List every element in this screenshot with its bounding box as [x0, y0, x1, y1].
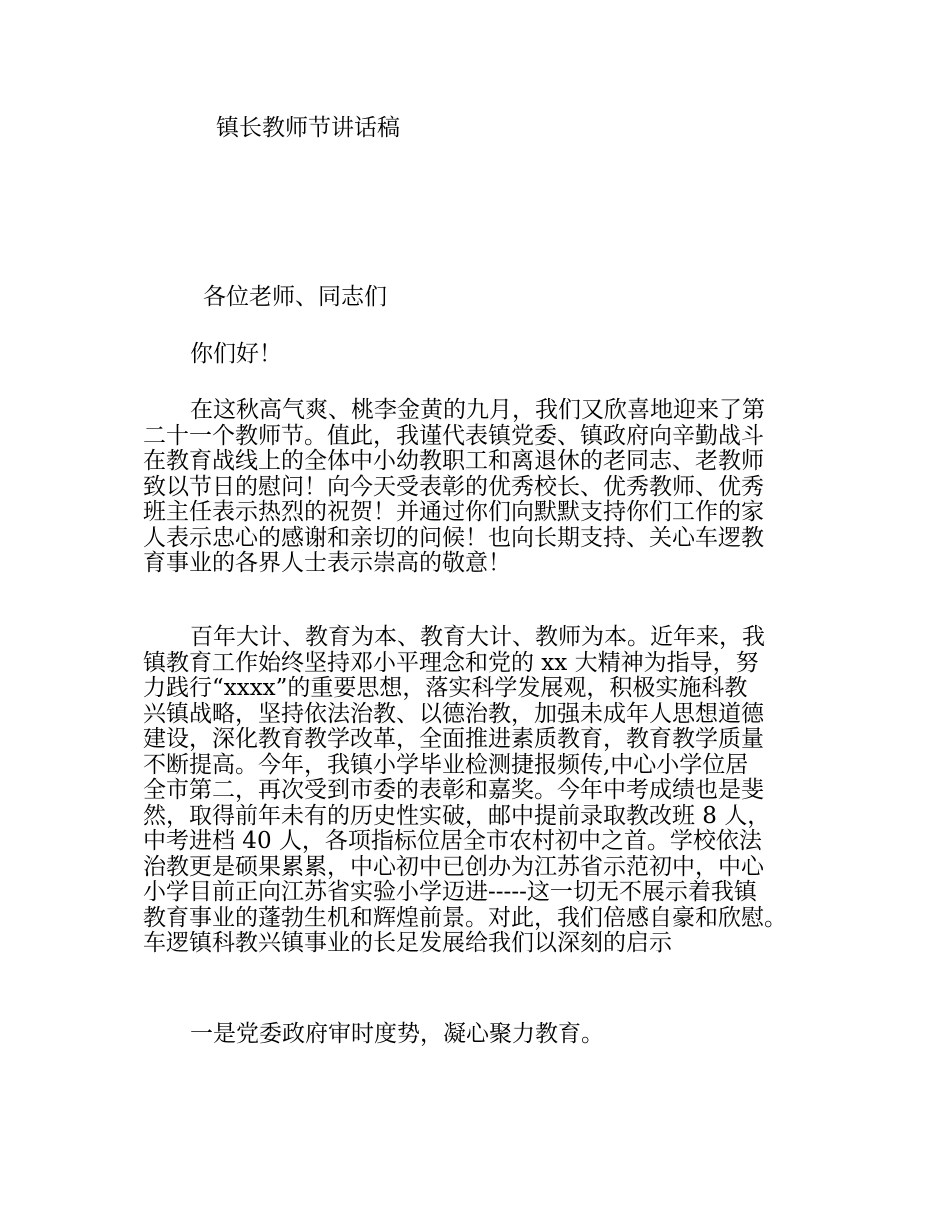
paragraph-line: 全市第二，再次受到市委的表彰和嘉奖。今年中考成绩也是斐 [143, 777, 764, 803]
paragraph-line: 在教育战线上的全体中小幼教职工和离退休的老同志、老教师 [143, 448, 764, 474]
paragraph-line: 中考进档 40 人，各项指标位居全市农村初中之首。学校依法 [143, 828, 762, 854]
greeting: 你们好！ [190, 341, 282, 367]
paragraph-line: 二十一个教师节。值此，我谨代表镇党委、镇政府向辛勤战斗 [143, 422, 764, 449]
paragraph-line: 力践行“xxxx”的重要思想，落实科学发展观，积极实施科教 [143, 675, 748, 701]
paragraph-1 [143, 398, 833, 577]
paragraph-line: 不断提高。今年，我镇小学毕业检测捷报频传,中心小学位居 [143, 751, 749, 778]
paragraph-line: 治教更是硕果累累，中心初中已创办为江苏省示范初中，中心 [143, 853, 764, 880]
paragraph-line: 人表示忠心的感谢和亲切的问候！也向长期支持、关心车逻教 [143, 524, 764, 551]
paragraph-line: 班主任表示热烈的祝贺！并通过你们向默默支持你们工作的家 [143, 499, 764, 525]
paragraph-line: 在这秋高气爽、桃李金黄的九月，我们又欣喜地迎来了第 [190, 397, 765, 423]
paragraph-line: 教育事业的蓬勃生机和辉煌前景。对此，我们倍感自豪和欣慰。 [143, 904, 787, 931]
paragraph-line: 车逻镇科教兴镇事业的长足发展给我们以深刻的启示 [143, 930, 672, 956]
paragraph-line: 镇教育工作始终坚持邓小平理念和党的 xx 大精神为指导，努 [143, 649, 759, 676]
paragraph-line: 百年大计、教育为本、教育大计、教师为本。近年来，我 [190, 624, 765, 650]
paragraph-line: 建设，深化教育教学改革，全面推进素质教育，教育教学质量 [143, 726, 764, 752]
paragraph-line: 育事业的各界人士表示崇高的敬意！ [143, 550, 511, 576]
document-title: 镇长教师节讲话稿 [216, 115, 400, 141]
paragraph-line: 兴镇战略，坚持依法治教、以德治教，加强未成年人思想道德 [143, 700, 764, 727]
paragraph-3 [143, 1022, 833, 1048]
salutation: 各位老师、同志们 [203, 284, 387, 310]
paragraph-line: 小学目前正向江苏省实验小学迈进-----这一切无不展示着我镇 [143, 879, 757, 905]
paragraph-2 [143, 625, 833, 957]
paragraph-line: 一是党委政府审时度势，凝心聚力教育。 [190, 1021, 604, 1047]
paragraph-line: 然，取得前年未有的历史性实破，邮中提前录取教改班 8 人， [143, 802, 771, 829]
paragraph-line: 致以节日的慰问！向今天受表彰的优秀校长、优秀教师、优秀 [143, 473, 764, 500]
